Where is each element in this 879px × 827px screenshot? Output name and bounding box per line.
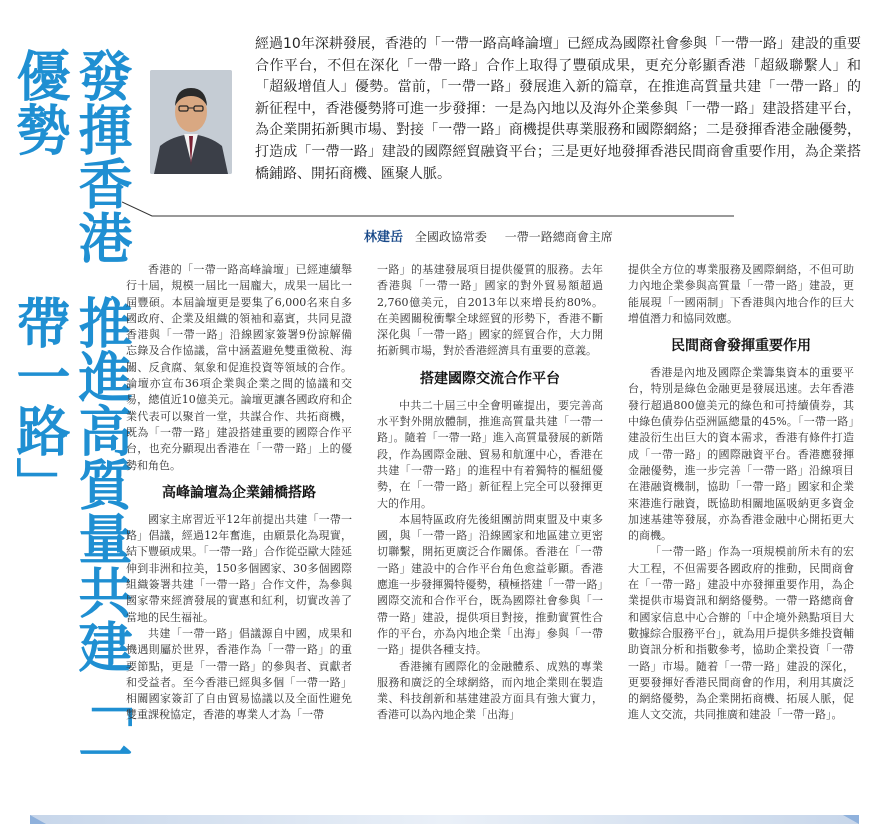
column-3 — [628, 262, 854, 810]
col1-subheading: 高峰論壇為企業鋪橋搭路 — [162, 484, 316, 501]
col3-paragraph: 香港是內地及國際企業籌集資本的重要平台，特別是綠色金融更是發展迅速。去年香港發行超過800億美元的綠色和可持續債券，其中綠色債券佔亞洲區總量的45%。「一帶一路」建設衍生出巨大的資本需求，香港有條件打造成「一帶一路」的國際融資平台。香港應發揮金融優勢，進一步完善「一帶一路」沿線項目在港融資機制，協助「一帶一路」國家和企業來港進行融資，既協助相關地區吸納更多資金加速基建等發展，亦為香港金融中心開拓更大的商機。 — [628, 366, 854, 543]
col1-paragraph: 共建「一帶一路」倡議源自中國，成果和機遇則屬於世界，香港作為「一帶一路」的重要節點，更是「一帶一路」的參與者、貢獻者和受益者。至今香港已經與多個「一帶一路」相關國家簽訂了自由貿易協議以及全面性避免雙重課稅協定，香港的專業人才為「一帶 — [126, 626, 352, 722]
col2-paragraph: 中共二十屆三中全會明確提出，要完善高水平對外開放體制，推進高質量共建「一帶一路」。隨着「一帶一路」進入高質量發展的新階段，作為國際金融、貿易和航運中心，香港在共建「一帶一路」的進程中有着獨特的樞紐優勢，在「一帶一路」新征程上完全可以發揮更大的作用。 — [377, 398, 603, 510]
col2-subheading: 搭建國際交流合作平台 — [420, 370, 560, 387]
portrait-figure — [150, 70, 232, 174]
intro-paragraph: 經過10年深耕發展，香港的「一帶一路高峰論壇」已經成為國際社會參與「一帶一路」建設的重要合作平台，不但在深化「一帶一路」合作上取得了豐碩成果，更充分彰顯香港「超級聯繫人」和「超級增值人」優勢。當前，「一帶一路」發展進入新的篇章，在推進高質量共建「一帶一路」的新征程中，香港優勢將可進一步發揮：一是為內地以及海外企業參與「一帶一路」建設搭建平台，為企業開拓新興市場、對接「一帶一路」商機提供專業服務和國際網絡；二是發揮香港金融優勢，打造成「一帶一路」建設的國際經貿融資平台；三是更好地發揮香港民間商會重要作用，為企業搭橋鋪路、開拓商機、匯聚人脈。 — [255, 36, 861, 182]
author-title-chamber: 一帶一路總商會主席 — [504, 230, 613, 244]
column-2 — [377, 262, 603, 810]
headline-part1: 發揮香港優勢 — [8, 48, 133, 264]
author-title-cppcc: 全國政協常委 — [414, 230, 487, 244]
author-portrait — [150, 70, 232, 174]
author-name: 林建岳 — [364, 230, 404, 245]
col1-paragraph: 國家主席習近平12年前提出共建「一帶一路」倡議，經過12年奮進，由願景化為現實，結下豐碩成果。「一帶一路」合作從亞歐大陸延伸到非洲和拉美，150多個國家、30多個國際組織簽署共建「一帶一路」合作文件，為參與國家帶來經濟發展的實惠和紅利，切實改善了當地的民生福祉。 — [126, 512, 352, 624]
col2-paragraph: 香港擁有國際化的金融體系、成熟的專業服務和廣泛的全球網絡，而內地企業則在製造業、科技創新和基建建設方面具有強大實力，香港可以為內地企業「出海」 — [377, 659, 603, 722]
col2-paragraph: 本屆特區政府先後組團訪問東盟及中東多國，與「一帶一路」沿線國家和地區建立更密切聯繫，開拓更廣泛合作關係。香港在「一帶一路」建設中的合作平台角色愈益彰顯。香港應進一步發揮獨特優勢，積極搭建「一帶一路」國際交流和合作平台，既為國際社會參與「一帶一路」建設，提供項目對接，推動實質性合作的平台，亦為內地企業「出海」參與「一帶一路」提供各種支持。 — [377, 512, 603, 657]
col3-paragraph: 提供全方位的專業服務及國際網絡，不但可助力內地企業參與高質量「一帶一路」建設，更能展現「一國兩制」下香港與內地合作的巨大增值潛力和協同效應。 — [628, 263, 854, 325]
column-1 — [126, 262, 352, 810]
col3-subheading: 民間商會發揮重要作用 — [671, 338, 811, 355]
headline — [8, 48, 133, 808]
headline-part2: 推進高質量共建「一帶一路」 — [8, 294, 133, 781]
bottom-bar-left-cap — [30, 815, 46, 824]
col3-paragraph: 「一帶一路」作為一項規模前所未有的宏大工程，不但需要各國政府的推動，民間商會在「一帶一路」建設中亦發揮重要作用，為企業提供市場資訊和網絡優勢。一帶一路總商會和國家信息中心合辦的「中企境外熱點項目大數據綜合服務平台」，就為用戶提供多維投資輔助資訊分析和指數參考，協助企業投資「一帶一路」市場。隨着「一帶一路」建設的深化，更要發揮好香港民間商會的作用，利用其廣泛的網絡優勢，為企業開拓商機、拓展人脈，促進人文交流，共同推廣和建設「一帶一路」。 — [628, 545, 854, 722]
col1-paragraph: 香港的「一帶一路高峰論壇」已經連續舉行十屆，規模一屆比一屆龐大，成果一屆比一屆豐碩。本屆論壇更是要集了6,000名來自多國政府、企業及組織的領袖和嘉賓，共同見證香港與「一帶一路」沿線國家簽署9份諒解備忘錄及合作協議，當中涵蓋避免雙重徵稅、海關、反貪腐、氣象和促進投資等領域的合作。論壇亦宣布36項企業與企業之間的協議和交易，總值近10億美元。論壇更讓各國政府和企業代表可以聚首一堂，共謀合作、共拓商機，既為「一帶一路」建設搭建重要的國際合作平台，也充分顯現出香港在「一帶一路」上的優勢和角色。 — [126, 263, 352, 472]
bottom-decorative-bar — [30, 815, 859, 824]
byline — [364, 226, 613, 245]
col2-paragraph: 一路」的基建發展項目提供優質的服務。去年香港與「一帶一路」國家的對外貿易額超過2,760億美元，自2013年以來增長約80%。在美國關稅衝擊全球經貿的形勢下，香港不斷深化與「一帶一路」國家的經貿合作，大力開拓新興市場，對於香港經濟具有重要的意義。 — [377, 263, 603, 358]
bottom-bar-right-cap — [843, 815, 859, 824]
